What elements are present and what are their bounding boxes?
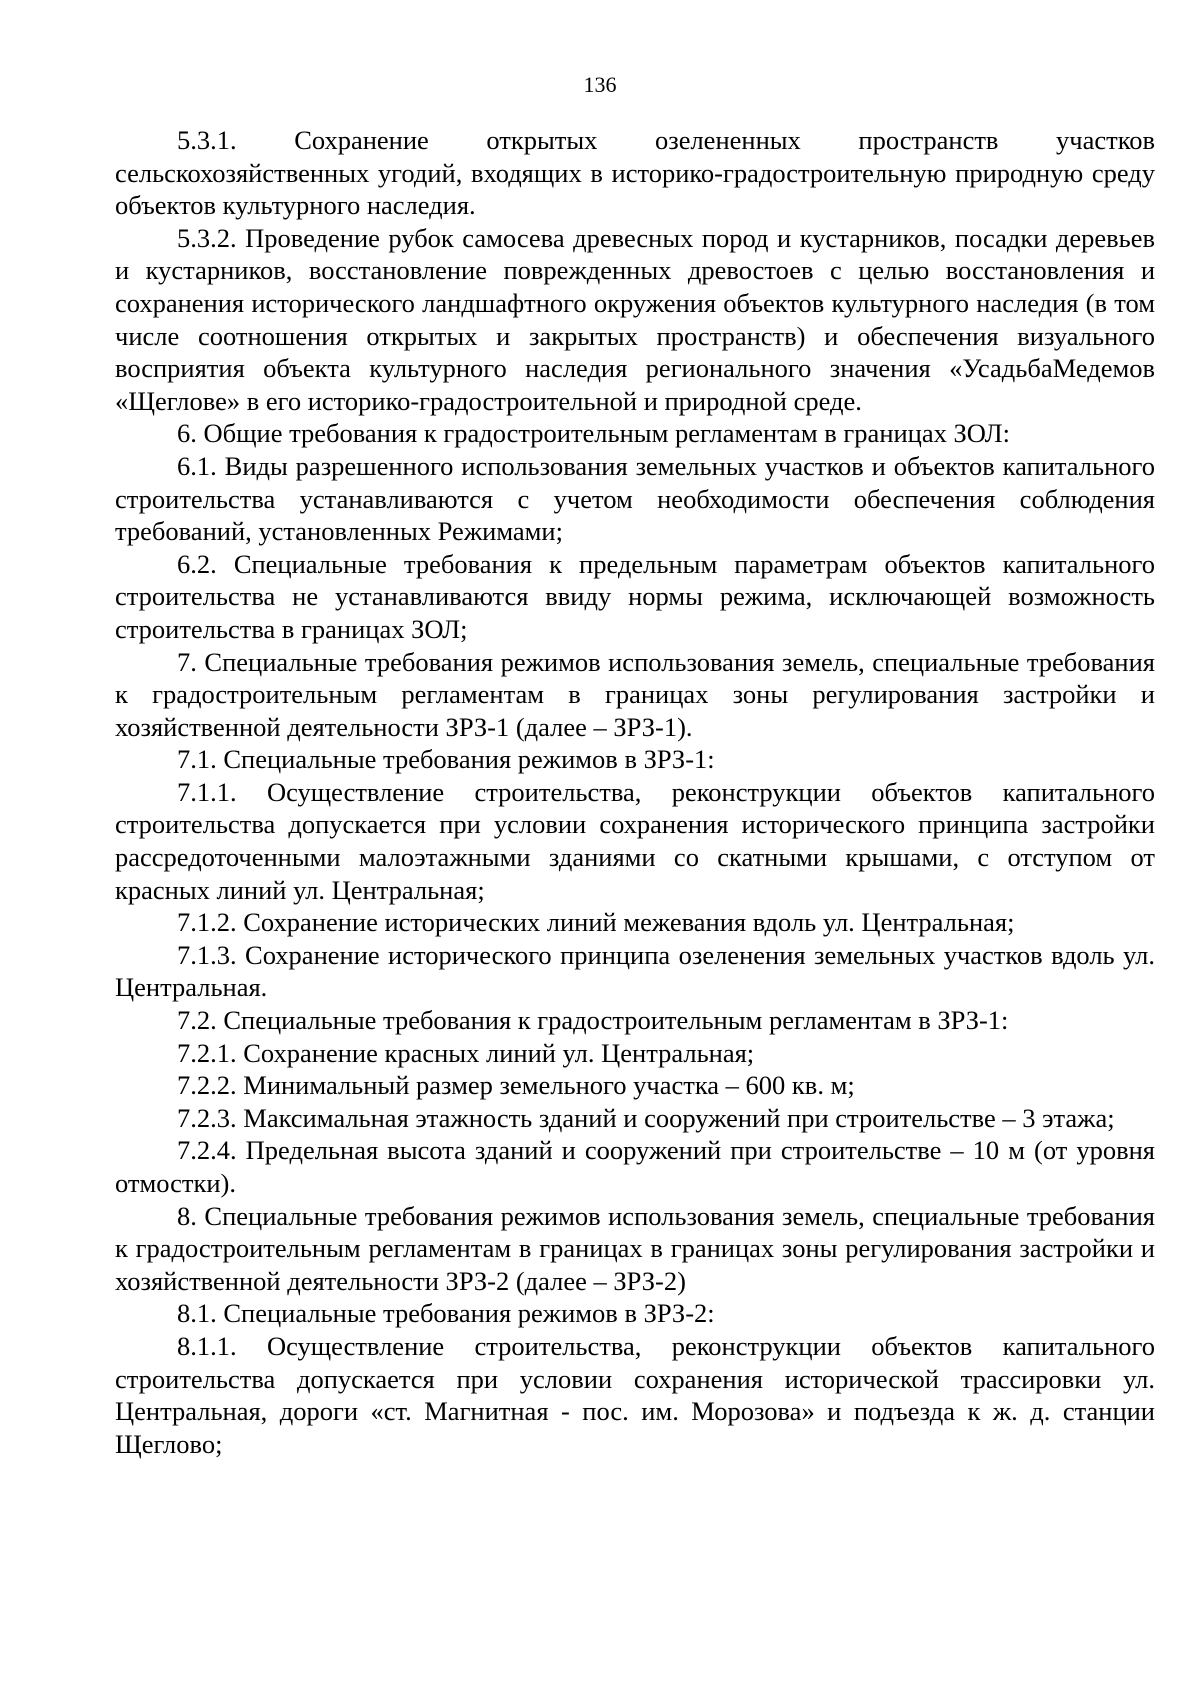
paragraph-8-1: 8.1. Специальные требования режимов в ЗРЗ-2: [177, 1298, 715, 1329]
paragraph-7-1-3: 7.1.3. Сохранение исторического принципа озеленения земельных участков вдоль ул. Центральная. [115, 939, 1155, 1003]
paragraph-7-2-1: 7.2.1. Сохранение красных линий ул. Центральная; [177, 1037, 755, 1068]
paragraph-7-2-3: 7.2.3. Максимальная этажность зданий и сооружений при строительстве – 3 этажа; [177, 1102, 1115, 1133]
paragraph-7-1-1: 7.1.1. Осуществление строительства, реконструкции объектов капитального строительства допускается при условии сохранения исторического принципа застройки рассредоточенными малоэтажными зданиями со скатными крышами, с отступом от красных линий ул. Центральная; [115, 776, 1155, 905]
paragraph-7-2-4: 7.2.4. Предельная высота зданий и сооружений при строительстве – 10 м (от уровня отмостки). [115, 1135, 1155, 1198]
paragraph-8-1-1: 8.1.1. Осуществление строительства, реконструкции объектов капитального строительства допускается при условии сохранения исторической трассировки ул. Центральная, дороги «ст. Магнитная - пос. им. Морозова» и подъезда к ж. д. станции Щеглово; [115, 1330, 1155, 1459]
paragraph-6: 6. Общие требования к градостроительным регламентам в границах ЗОЛ: [177, 418, 1010, 449]
paragraph-7: 7. Специальные требования режимов использования земель, специальные требования к градостроительным регламентам в границах зоны регулирования застройки и хозяйственной деятельности ЗРЗ-1 (далее – ЗРЗ-1). [115, 646, 1155, 742]
document-body [115, 124, 1155, 1460]
page-number: 136 [583, 72, 617, 97]
paragraph-6-2: 6.2. Специальные требования к предельным параметрам объектов капитального строительства не устанавливаются ввиду нормы режима, исключающей возможность строительства в границах ЗОЛ; [115, 548, 1155, 644]
paragraph-5-3-1: 5.3.1. Сохранение открытых озелененных пространств участков сельскохозяйственных угодий, входящих в историко-градостроительную природную среду объектов культурного наследия. [115, 125, 1155, 221]
paragraph-7-1-2: 7.1.2. Сохранение исторических линий межевания вдоль ул. Центральная; [177, 907, 1015, 938]
paragraph-7-2: 7.2. Специальные требования к градостроительным регламентам в ЗРЗ-1: [177, 1005, 1009, 1036]
paragraph-7-1: 7.1. Специальные требования режимов в ЗРЗ-1: [177, 744, 715, 775]
paragraph-8: 8. Специальные требования режимов использования земель, специальные требования к градостроительным регламентам в границах в границах зоны регулирования застройки и хозяйственной деятельности ЗРЗ-2 (далее – ЗРЗ-2) [115, 1200, 1155, 1296]
paragraph-7-2-2: 7.2.2. Минимальный размер земельного участка – 600 кв. м; [177, 1070, 855, 1101]
paragraph-6-1: 6.1. Виды разрешенного использования земельных участков и объектов капитального строительства устанавливаются с учетом необходимости обеспечения соблюдения требований, установленных Режимами; [115, 450, 1155, 547]
paragraph-5-3-2: 5.3.2. Проведение рубок самосева древесных пород и кустарников, посадки деревьев и кустарников, восстановление поврежденных древостоев с целью восстановления и сохранения исторического ландшафтного окружения объектов культурного наследия (в том числе соотношения открытых и закрытых пространств) и обеспечения визуального восприятия объекта культурного наследия регионального значения «УсадьбаМедемов «Щеглове» в его историко-градостроительной и природной среде. [115, 222, 1155, 416]
